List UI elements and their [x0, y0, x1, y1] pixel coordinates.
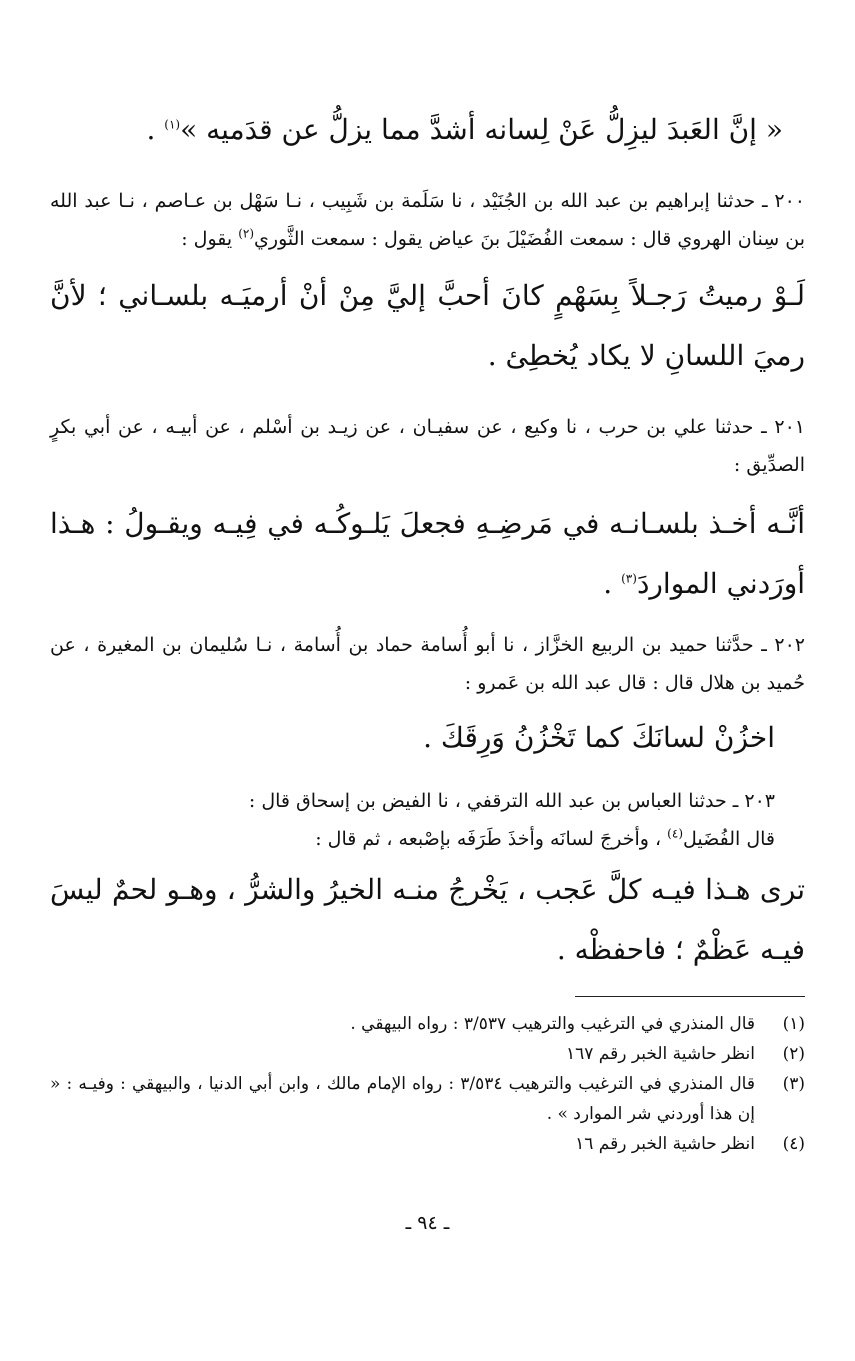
chain-line-2b: ، وأخرجَ لسانَه وأخذَ طَرَفَه بإصْبعه ، ثم قال : [315, 828, 668, 850]
footnote-divider [575, 996, 805, 997]
narration-chain-200 [50, 182, 805, 258]
chain-line-1: ٢٠٣ ـ حدثنا العباس بن عبد الله الترقفي ، نا الفيض بن إسحاق قال : [248, 790, 775, 812]
narration-quote-200: لَـوْ رميتُ رَجـلاً بِسَهْمٍ كانَ أحبَّ إليَّ مِنْ أنْ أرميَـه بلسـاني ؛ لأنَّ رميَ اللسانِ لا يكاد يُخطِئ . [50, 279, 805, 372]
footnote-item [50, 1129, 805, 1159]
chain-tail: يقول : [181, 228, 239, 250]
chain-text: ٢٠٠ ـ حدثنا إبراهيم بن عبد الله بن الجُنَيْد ، نا سَلَمة بن شَبِيب ، نـا سَهْل بن عـاصم ، نـا عبد الله بن سِنان الهروي قال : سمعت الفُضَيْلَ بنَ عياض يقول : سمعت الثَّوري [50, 190, 805, 250]
footnote-number: (٣) [782, 1074, 805, 1094]
footnote-ref: (٣) [621, 571, 637, 586]
footnote-ref: (٤) [667, 826, 683, 841]
footnote-ref: (١) [164, 117, 181, 132]
page-number: ـ ٩٤ ـ [405, 1212, 450, 1234]
narration-quote-202: اخزُنْ لسانَكَ كما تَخْزُنُ وَرِقَكَ . [423, 721, 775, 754]
quote-text: أنَّـه أخـذ بلسـانـه في مَرضِـهِ فجعلَ يَلـوكُـه في فِيـه ويقـولُ : هـذا أورَدني المواردَ [50, 507, 805, 600]
footnote-text: قال المنذري في الترغيب والترهيب ٣/٥٣٧ : رواه البيهقي . [350, 1014, 755, 1034]
footnote-number: (٤) [782, 1134, 805, 1154]
footnote-number: (١) [782, 1014, 805, 1034]
quote-tail: . [146, 113, 165, 146]
narration-chain-203 [50, 782, 775, 858]
footnote-number: (٢) [782, 1044, 805, 1064]
narration-quote-203: ترى هـذا فيـه كلَّ عَجب ، يَخْرجُ منـه الخيرُ والشرُّ ، وهـو لحمٌ ليسَ فيـه عَظْمٌ ؛ فاحفظْه . [50, 873, 805, 966]
footnote-text: قال المنذري في الترغيب والترهيب ٣/٥٣٤ : رواه الإمام مالك ، وابن أبي الدنيا ، والبيهقي : وفيـه : « إن هذا أوردني شر الموارد » . [50, 1074, 755, 1124]
hadith-quote-intro [50, 100, 783, 160]
quote-text: « إنَّ العَبدَ ليزِلُّ عَنْ لِسانه أشدَّ مما يزلُّ عن قدَميه » [180, 113, 783, 146]
narration-chain-202: ٢٠٢ ـ حدَّثنا حميد بن الربيع الخزَّاز ، نا أبو أُسامة حماد بن أُسامة ، نـا سُليمان بن المغيرة ، عن حُميد بن هلال قال : قال عبد الله بن عَمرو : [50, 634, 805, 694]
footnote-ref: (٢) [238, 226, 255, 241]
footnote-text: انظر حاشية الخبر رقم ١٦ [575, 1134, 755, 1154]
footnote-item [50, 1009, 805, 1039]
chain-line-2a: قال الفُضَيل [683, 828, 775, 850]
footnote-text: انظر حاشية الخبر رقم ١٦٧ [565, 1044, 755, 1064]
quote-tail: . [603, 567, 622, 600]
narration-chain-201: ٢٠١ ـ حدثنا علي بن حرب ، نا وكيع ، عن سفيـان ، عن زيـد بن أسْلم ، عن أبيـه ، عن أبي بكرٍ الصدِّيق : [50, 416, 805, 476]
footnote-item [50, 1069, 805, 1129]
footnotes [50, 1009, 805, 1159]
narration-quote-201 [50, 494, 805, 614]
footnote-item [50, 1039, 805, 1069]
